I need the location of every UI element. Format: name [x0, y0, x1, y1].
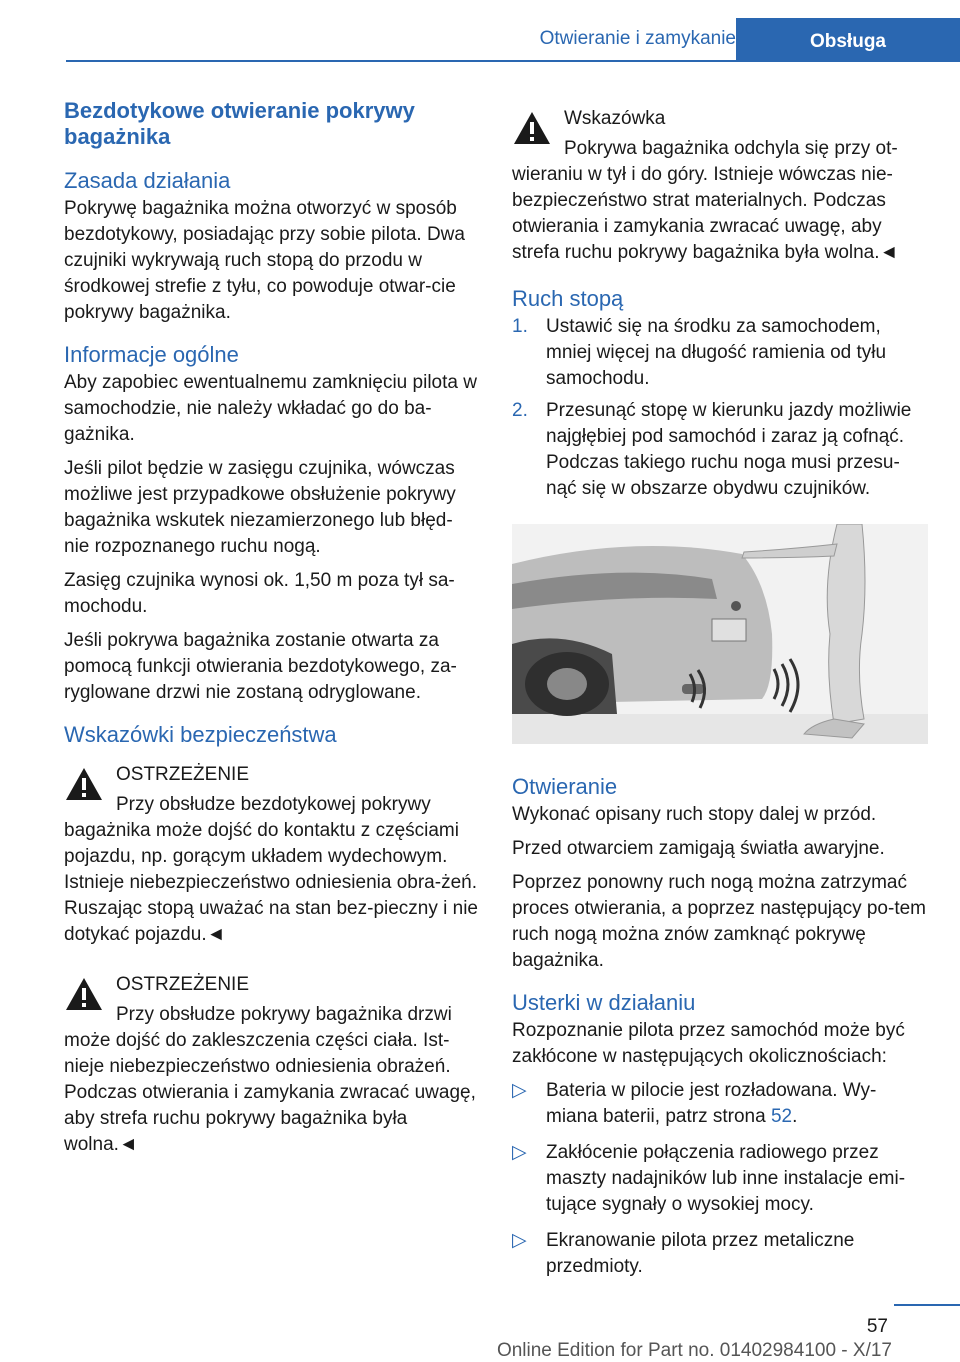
warning-text: Przy obsłudze bezdotykowej pokrywy bagażnika może dojść do kontaktu z częściami pojazdu, np. gorącym układem wydechowym. Istnieje niebezpieczeństwo odniesienia obra‐żeń. Ruszając stopą uważać na stan bez‐pieczny i nie dotykać pojazdu.◄ — [64, 794, 479, 945]
list-item — [512, 1228, 926, 1280]
note-heading: Wskazówka — [564, 108, 666, 129]
car-rear-sensor-illustration — [512, 524, 928, 744]
bullet-list — [512, 1078, 926, 1280]
page-header — [0, 0, 960, 62]
paragraph: Przed otwarciem zamigają światła awaryjne. — [512, 838, 885, 859]
step-text: Ustawić się na środku za samochodem, mniej więcej na długość ramienia od tyłu samochodu. — [546, 316, 887, 389]
heading-principle: Zasada działania — [64, 168, 231, 193]
paragraph: Zasięg czujnika wynosi ok. 1,50 m poza tył sa‐mochodu. — [64, 570, 455, 617]
step-text: Przesunąć stopę w kierunku jazdy możliwie najgłębiej pod samochód i zaraz ją cofnąć. Podczas takiego ruchu noga musi przesu‐nąć się w obszarze obydwu czujników. — [546, 400, 912, 499]
bullet-text: Zakłócenie połączenia radiowego przez maszty nadajników lub inne instalacje emi‐tujące sygnały o wysokiej mocy. — [546, 1142, 906, 1215]
note-block — [512, 106, 926, 266]
header-section-title: Otwieranie i zamykanie — [539, 28, 736, 49]
page-reference-link[interactable]: 52 — [770, 1106, 793, 1127]
paragraph: Aby zapobiec ewentualnemu zamknięciu pilota w samochodzie, nie należy wkładać go do ba‐gażnika. — [64, 372, 477, 445]
step-number: 2. — [512, 400, 528, 421]
warning-text: Przy obsłudze pokrywy bagażnika drzwi może dojść do zakleszczenia części ciała. Ist‐nieje niebezpieczeństwo odniesienia obrażeń. Podczas otwierania i zamykania zwracać uwagę, aby strefa ruchu pokrywy bagażnika była wolna.◄ — [64, 1004, 476, 1155]
paragraph: Wykonać opisany ruch stopy dalej w przód. — [512, 804, 877, 825]
list-item — [512, 1140, 926, 1218]
paragraph: Pokrywę bagażnika można otworzyć w sposób bezdotykowy, posiadając przy sobie pilota. Dwa czujniki wykrywają ruch stopą do przodu w środkowej strefie z tyłu, co powoduje otwar‐cie pokrywy bagażnika. — [64, 198, 465, 323]
paragraph: Jeśli pokrywa bagażnika zostanie otwarta za pomocą funkcji otwierania bezdotykowego, za‐ryglowane drzwi nie zostaną odryglowane. — [64, 630, 457, 703]
warning-block — [64, 762, 478, 948]
list-item — [512, 314, 926, 392]
heading-opening: Otwieranie — [512, 774, 618, 799]
warning-triangle-icon — [64, 766, 104, 802]
bullet-marker: ▷ — [512, 1142, 527, 1163]
bullet-text: Ekranowanie pilota przez metaliczne przedmioty. — [546, 1230, 855, 1277]
warning-block — [64, 972, 478, 1158]
heading-foot-movement: Ruch stopą — [512, 286, 624, 311]
right-column — [512, 98, 926, 1290]
edition-note: Online Edition for Part no. 01402984100 - X/17 — [496, 1340, 892, 1361]
list-item — [512, 398, 926, 502]
step-number: 1. — [512, 316, 528, 337]
paragraph: Poprzez ponowny ruch nogą można zatrzymać proces otwierania, a poprzez następujący po‐tem ruch nogą można znów zamknąć pokrywę bagażnika. — [512, 872, 927, 971]
heading-malfunctions: Usterki w działaniu — [512, 990, 696, 1015]
header-rule — [66, 60, 960, 62]
page-title: Bezdotykowe otwieranie pokrywy bagażnika — [64, 98, 415, 149]
note-text: Pokrywa bagażnika odchyla się przy ot‐wieraniu w tył i do góry. Istnieje wówczas nie‐bezpieczeństwo strat materialnych. Podczas otwierania i zamykania zwracać uwagę, aby strefa ruchu pokrywy bagażnika była wolna.◄ — [512, 138, 899, 263]
paragraph: Jeśli pilot będzie w zasięgu czujnika, wówczas możliwe jest przypadkowe obsłużenie pokrywy bagażnika wskutek niezamierzonego lub błęd‐nie rozpoznanego ruchu nogą. — [64, 458, 456, 557]
warning-triangle-icon — [64, 976, 104, 1012]
page-number: 57 — [866, 1316, 888, 1337]
warning-heading: OSTRZEŻENIE — [116, 974, 250, 995]
bullet-text-tail: . — [792, 1106, 798, 1127]
steps-list — [512, 314, 926, 502]
header-chapter-tab: Obsługa — [736, 18, 960, 62]
warning-triangle-icon — [512, 110, 552, 146]
bullet-text: Bateria w pilocie jest rozładowana. Wy‐miana baterii, patrz strona — [546, 1080, 877, 1127]
bullet-marker: ▷ — [512, 1230, 527, 1251]
page-footer — [0, 1304, 960, 1362]
bullet-marker: ▷ — [512, 1080, 527, 1101]
heading-general-info: Informacje ogólne — [64, 342, 239, 367]
footer-rule — [894, 1304, 960, 1306]
list-item — [512, 1078, 926, 1130]
paragraph: Rozpoznanie pilota przez samochód może być zakłócone w następujących okolicznościach: — [512, 1020, 905, 1067]
warning-heading: OSTRZEŻENIE — [116, 764, 250, 785]
heading-safety: Wskazówki bezpieczeństwa — [64, 722, 337, 747]
left-column — [64, 98, 478, 1158]
